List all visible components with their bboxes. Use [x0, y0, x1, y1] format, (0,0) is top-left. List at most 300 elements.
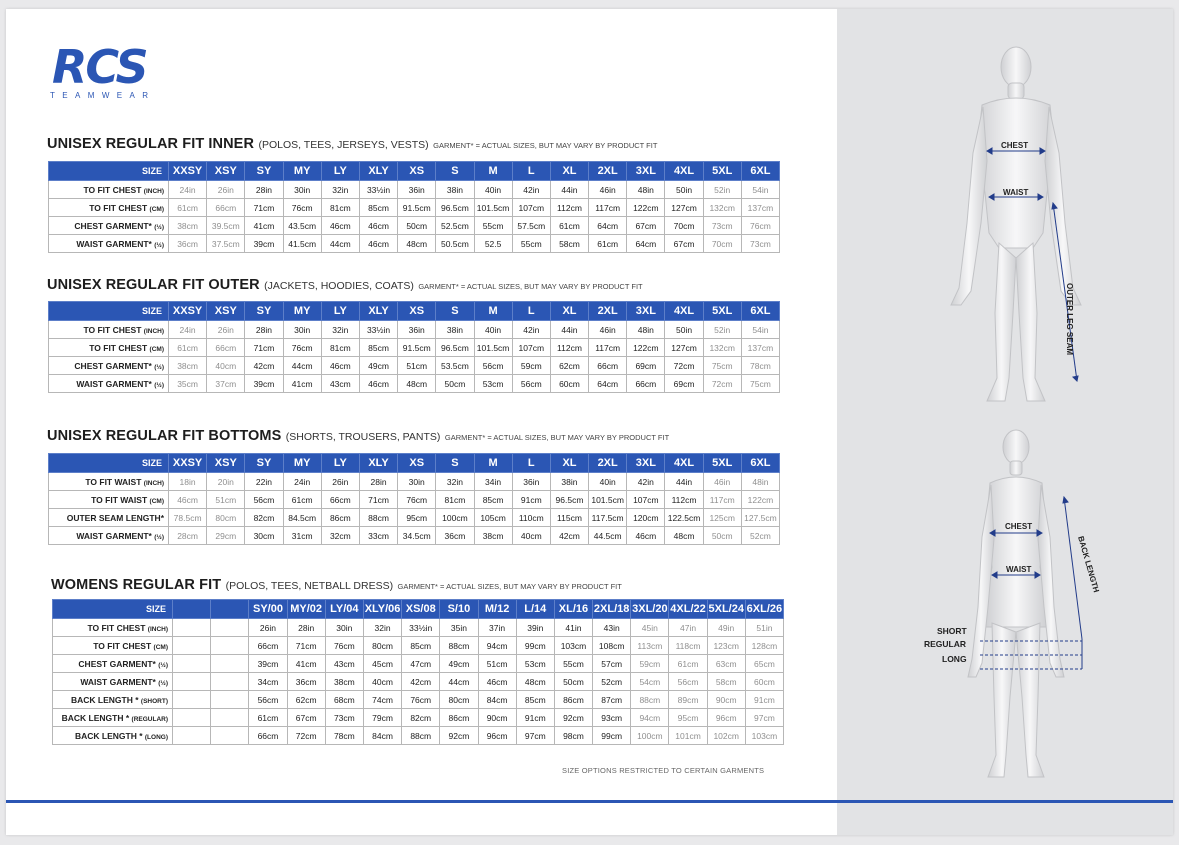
- size-cell: 47cm: [402, 655, 440, 673]
- size-cell: 35cm: [169, 375, 207, 393]
- size-cell: 47in: [669, 619, 707, 637]
- size-cell: 101.5cm: [474, 339, 512, 357]
- row-label: WAIST GARMENT* (½): [53, 673, 173, 691]
- size-header-label: SIZE: [49, 454, 169, 473]
- size-cell: 32in: [321, 321, 359, 339]
- size-header-cell: XS: [398, 454, 436, 473]
- size-header-cell: 6XL: [741, 454, 779, 473]
- size-cell: 94cm: [478, 637, 516, 655]
- size-row: [49, 491, 780, 509]
- size-cell: 87cm: [593, 691, 631, 709]
- size-cell: 97cm: [745, 709, 783, 727]
- size-cell: 41in: [554, 619, 592, 637]
- size-header-cell: MY: [283, 162, 321, 181]
- size-cell: 33cm: [359, 527, 397, 545]
- size-cell: 34in: [474, 473, 512, 491]
- size-cell: 67cm: [287, 709, 325, 727]
- size-header-cell: 4XL/22: [669, 600, 707, 619]
- size-cell: 132cm: [703, 339, 741, 357]
- row-label: TO FIT CHEST (INCH): [49, 321, 169, 339]
- size-cell: 44in: [550, 181, 588, 199]
- size-header-cell: [211, 600, 249, 619]
- size-header-cell: 3XL: [627, 454, 665, 473]
- size-cell: 48cm: [516, 673, 554, 691]
- size-header-cell: 2XL: [589, 302, 627, 321]
- size-cell: 52cm: [741, 527, 779, 545]
- size-header-row: [49, 162, 780, 181]
- size-cell: 69cm: [665, 375, 703, 393]
- size-cell: 74cm: [363, 691, 401, 709]
- size-cell: 39cm: [245, 235, 283, 253]
- size-cell: [173, 673, 211, 691]
- size-cell: 29cm: [207, 527, 245, 545]
- size-row: [49, 527, 780, 545]
- size-cell: 46cm: [359, 375, 397, 393]
- size-cell: 49in: [707, 619, 745, 637]
- size-cell: 52.5: [474, 235, 512, 253]
- size-header-cell: 4XL: [665, 302, 703, 321]
- size-cell: 71cm: [359, 491, 397, 509]
- size-cell: 86cm: [440, 709, 478, 727]
- size-cell: 122cm: [627, 199, 665, 217]
- back-regular-label: REGULAR: [924, 639, 967, 649]
- row-label: WAIST GARMENT* (½): [49, 235, 169, 253]
- size-header-cell: S: [436, 454, 474, 473]
- size-cell: 57cm: [593, 655, 631, 673]
- size-header-cell: SY/00: [249, 600, 287, 619]
- size-cell: 71cm: [245, 199, 283, 217]
- size-cell: 80cm: [207, 509, 245, 527]
- size-cell: 76cm: [283, 339, 321, 357]
- size-cell: 36in: [398, 181, 436, 199]
- size-cell: 66cm: [249, 637, 287, 655]
- size-cell: [173, 637, 211, 655]
- size-cell: [211, 727, 249, 745]
- size-cell: 101.5cm: [474, 199, 512, 217]
- size-cell: 42cm: [245, 357, 283, 375]
- size-cell: 86cm: [554, 691, 592, 709]
- size-header-cell: MY: [283, 302, 321, 321]
- size-cell: 56cm: [474, 357, 512, 375]
- size-cell: 88cm: [359, 509, 397, 527]
- size-cell: 33½in: [359, 321, 397, 339]
- size-guide-page: [6, 9, 1173, 835]
- size-cell: 49cm: [359, 357, 397, 375]
- size-header-cell: 6XL/26: [745, 600, 783, 619]
- size-cell: 76cm: [398, 491, 436, 509]
- size-header-cell: 5XL: [703, 302, 741, 321]
- size-header-cell: 5XL: [703, 162, 741, 181]
- size-cell: 40in: [474, 181, 512, 199]
- size-cell: 78.5cm: [169, 509, 207, 527]
- size-cell: 61cm: [169, 339, 207, 357]
- size-cell: 117cm: [703, 491, 741, 509]
- size-header-cell: [173, 600, 211, 619]
- size-cell: 42in: [627, 473, 665, 491]
- size-cell: 24in: [169, 321, 207, 339]
- size-cell: 132cm: [703, 199, 741, 217]
- size-cell: 90cm: [707, 691, 745, 709]
- size-cell: 42in: [512, 181, 550, 199]
- size-cell: 24in: [169, 181, 207, 199]
- size-row: [49, 339, 780, 357]
- size-cell: 45in: [631, 619, 669, 637]
- size-cell: 128cm: [745, 637, 783, 655]
- size-header-cell: XXSY: [169, 162, 207, 181]
- size-cell: 46cm: [627, 527, 665, 545]
- size-cell: 38in: [550, 473, 588, 491]
- size-row: [49, 321, 780, 339]
- size-header-cell: 4XL: [665, 454, 703, 473]
- size-cell: 22in: [245, 473, 283, 491]
- size-cell: 117cm: [589, 339, 627, 357]
- size-cell: 96.5cm: [436, 199, 474, 217]
- size-cell: 30in: [283, 181, 321, 199]
- size-cell: 57.5cm: [512, 217, 550, 235]
- size-header-cell: 2XL/18: [593, 600, 631, 619]
- size-cell: 30cm: [245, 527, 283, 545]
- size-cell: 40cm: [207, 357, 245, 375]
- size-cell: 72cm: [665, 357, 703, 375]
- size-cell: 39.5cm: [207, 217, 245, 235]
- size-header-cell: XLY: [359, 302, 397, 321]
- size-header-cell: MY: [283, 454, 321, 473]
- size-restriction-note: SIZE OPTIONS RESTRICTED TO CERTAIN GARMENTS: [562, 766, 765, 775]
- size-cell: 92cm: [440, 727, 478, 745]
- size-cell: 85cm: [474, 491, 512, 509]
- size-cell: 75cm: [703, 357, 741, 375]
- row-label: WAIST GARMENT* (½): [49, 527, 169, 545]
- size-header-cell: 2XL: [589, 162, 627, 181]
- size-header-cell: M: [474, 162, 512, 181]
- size-cell: 40cm: [363, 673, 401, 691]
- size-header-cell: SY: [245, 162, 283, 181]
- size-cell: 59cm: [631, 655, 669, 673]
- size-row: [53, 709, 784, 727]
- back-short-label: SHORT: [937, 626, 967, 636]
- size-cell: 48cm: [665, 527, 703, 545]
- size-row: [49, 509, 780, 527]
- size-cell: 52in: [703, 321, 741, 339]
- size-row: [53, 727, 784, 745]
- size-cell: 38cm: [169, 217, 207, 235]
- size-cell: 52.5cm: [436, 217, 474, 235]
- size-cell: 82cm: [402, 709, 440, 727]
- size-cell: 76cm: [325, 637, 363, 655]
- size-cell: 85cm: [516, 691, 554, 709]
- size-cell: 122cm: [627, 339, 665, 357]
- size-header-cell: XXSY: [169, 454, 207, 473]
- size-header-cell: S/10: [440, 600, 478, 619]
- size-cell: 112cm: [550, 199, 588, 217]
- size-cell: 46in: [703, 473, 741, 491]
- size-cell: 36cm: [287, 673, 325, 691]
- size-cell: 46in: [589, 181, 627, 199]
- size-cell: 30in: [325, 619, 363, 637]
- size-cell: 56cm: [249, 691, 287, 709]
- size-cell: 41.5cm: [283, 235, 321, 253]
- size-cell: 61cm: [283, 491, 321, 509]
- size-header-cell: LY: [321, 454, 359, 473]
- size-cell: 50cm: [554, 673, 592, 691]
- size-cell: 46cm: [359, 217, 397, 235]
- size-cell: 96.5cm: [436, 339, 474, 357]
- size-cell: 51cm: [207, 491, 245, 509]
- size-cell: 48cm: [398, 235, 436, 253]
- size-cell: 50.5cm: [436, 235, 474, 253]
- size-cell: 46cm: [359, 235, 397, 253]
- size-header-cell: M: [474, 302, 512, 321]
- row-label: BACK LENGTH * (SHORT): [53, 691, 173, 709]
- size-row: [49, 235, 780, 253]
- size-header-cell: XSY: [207, 302, 245, 321]
- bottom-rule: [6, 800, 1173, 803]
- size-cell: 61cm: [669, 655, 707, 673]
- size-cell: 102cm: [707, 727, 745, 745]
- size-cell: 117cm: [589, 199, 627, 217]
- size-header-cell: MY/02: [287, 600, 325, 619]
- size-cell: 55cm: [474, 217, 512, 235]
- size-cell: 28in: [245, 181, 283, 199]
- size-cell: 89cm: [669, 691, 707, 709]
- size-cell: 73cm: [741, 235, 779, 253]
- size-cell: 43cm: [321, 375, 359, 393]
- size-cell: 36in: [512, 473, 550, 491]
- size-cell: 43cm: [325, 655, 363, 673]
- size-cell: 60cm: [550, 375, 588, 393]
- size-cell: 45cm: [363, 655, 401, 673]
- size-cell: 41cm: [283, 375, 321, 393]
- size-header-cell: XLY: [359, 454, 397, 473]
- size-cell: 32in: [363, 619, 401, 637]
- size-cell: 80cm: [363, 637, 401, 655]
- size-cell: 38in: [436, 181, 474, 199]
- size-cell: [211, 691, 249, 709]
- size-cell: 56cm: [245, 491, 283, 509]
- size-cell: 113cm: [631, 637, 669, 655]
- size-cell: 125cm: [703, 509, 741, 527]
- size-header-cell: S: [436, 162, 474, 181]
- size-cell: 49cm: [440, 655, 478, 673]
- size-header-label: SIZE: [53, 600, 173, 619]
- size-header-cell: L/14: [516, 600, 554, 619]
- size-cell: 93cm: [593, 709, 631, 727]
- size-cell: 64cm: [589, 375, 627, 393]
- size-cell: 70cm: [665, 217, 703, 235]
- size-cell: 85cm: [359, 199, 397, 217]
- size-cell: 34.5cm: [398, 527, 436, 545]
- size-cell: 107cm: [512, 199, 550, 217]
- size-cell: [173, 619, 211, 637]
- size-header-cell: XS: [398, 302, 436, 321]
- size-cell: [173, 709, 211, 727]
- size-cell: 56cm: [669, 673, 707, 691]
- size-cell: 120cm: [627, 509, 665, 527]
- size-cell: 56cm: [512, 375, 550, 393]
- size-cell: 51cm: [398, 357, 436, 375]
- size-cell: 37.5cm: [207, 235, 245, 253]
- size-table-womens: [52, 599, 784, 745]
- size-cell: 73cm: [325, 709, 363, 727]
- size-cell: 81cm: [321, 199, 359, 217]
- size-cell: 53.5cm: [436, 357, 474, 375]
- size-header-cell: S: [436, 302, 474, 321]
- size-header-cell: SY: [245, 302, 283, 321]
- size-cell: 31cm: [283, 527, 321, 545]
- size-cell: 122cm: [741, 491, 779, 509]
- size-header-cell: M: [474, 454, 512, 473]
- size-row: [53, 673, 784, 691]
- size-cell: 91.5cm: [398, 199, 436, 217]
- size-cell: 52cm: [593, 673, 631, 691]
- size-cell: 28cm: [169, 527, 207, 545]
- size-cell: 26in: [321, 473, 359, 491]
- size-header-cell: L: [512, 454, 550, 473]
- size-cell: 46cm: [321, 217, 359, 235]
- size-header-cell: XLY: [359, 162, 397, 181]
- male-leg-label: OUTER LEG SEAM: [1065, 283, 1074, 356]
- size-cell: 40cm: [512, 527, 550, 545]
- size-header-cell: 4XL: [665, 162, 703, 181]
- size-header-cell: LY: [321, 302, 359, 321]
- size-cell: 66cm: [627, 375, 665, 393]
- size-cell: 88cm: [440, 637, 478, 655]
- size-cell: 62cm: [550, 357, 588, 375]
- row-label: TO FIT WAIST (INCH): [49, 473, 169, 491]
- size-cell: 105cm: [474, 509, 512, 527]
- size-row: [53, 691, 784, 709]
- size-cell: 34cm: [249, 673, 287, 691]
- size-cell: 91cm: [516, 709, 554, 727]
- size-cell: 42cm: [402, 673, 440, 691]
- size-cell: 127.5cm: [741, 509, 779, 527]
- section-title-inner: UNISEX REGULAR FIT INNER (POLOS, TEES, JERSEYS, VESTS) GARMENT* = ACTUAL SIZES, BUT MAY VARY BY PRODUCT FIT: [47, 136, 658, 152]
- size-table-bottoms: [48, 453, 780, 545]
- size-cell: 65cm: [745, 655, 783, 673]
- size-cell: 84cm: [363, 727, 401, 745]
- size-cell: 42cm: [550, 527, 588, 545]
- size-cell: 39in: [516, 619, 554, 637]
- size-cell: 32cm: [321, 527, 359, 545]
- size-cell: 98cm: [554, 727, 592, 745]
- size-cell: 38in: [436, 321, 474, 339]
- size-cell: 71cm: [287, 637, 325, 655]
- size-cell: 53cm: [516, 655, 554, 673]
- size-cell: 64cm: [627, 235, 665, 253]
- row-label: BACK LENGTH * (REGULAR): [53, 709, 173, 727]
- size-cell: 78cm: [741, 357, 779, 375]
- size-cell: 48cm: [398, 375, 436, 393]
- size-cell: 46cm: [169, 491, 207, 509]
- size-cell: 90cm: [478, 709, 516, 727]
- size-cell: 76cm: [741, 217, 779, 235]
- size-cell: 80cm: [440, 691, 478, 709]
- size-row: [49, 375, 780, 393]
- size-header-cell: XSY: [207, 454, 245, 473]
- size-cell: 44in: [550, 321, 588, 339]
- size-cell: 73cm: [703, 217, 741, 235]
- size-cell: 52in: [703, 181, 741, 199]
- size-cell: 107cm: [512, 339, 550, 357]
- size-cell: 88cm: [402, 727, 440, 745]
- size-cell: 66cm: [249, 727, 287, 745]
- row-label: TO FIT CHEST (INCH): [49, 181, 169, 199]
- size-cell: [173, 727, 211, 745]
- size-cell: 67cm: [665, 235, 703, 253]
- size-header-cell: XS/08: [402, 600, 440, 619]
- male-figure: [937, 43, 1097, 409]
- size-cell: 54in: [741, 181, 779, 199]
- size-cell: 66cm: [321, 491, 359, 509]
- row-label: OUTER SEAM LENGTH*: [49, 509, 169, 527]
- size-cell: 110cm: [512, 509, 550, 527]
- size-row: [49, 199, 780, 217]
- size-cell: 69cm: [627, 357, 665, 375]
- size-cell: [211, 673, 249, 691]
- size-cell: 123cm: [707, 637, 745, 655]
- size-row: [53, 637, 784, 655]
- size-cell: 44cm: [440, 673, 478, 691]
- size-cell: 51in: [745, 619, 783, 637]
- male-waist-label: WAIST: [1003, 188, 1029, 197]
- size-cell: 44in: [665, 473, 703, 491]
- size-cell: 41cm: [287, 655, 325, 673]
- size-cell: 50in: [665, 181, 703, 199]
- size-cell: 84.5cm: [283, 509, 321, 527]
- size-row: [49, 181, 780, 199]
- size-cell: 82cm: [245, 509, 283, 527]
- size-cell: 86cm: [321, 509, 359, 527]
- size-cell: 60cm: [745, 673, 783, 691]
- size-header-cell: L: [512, 162, 550, 181]
- size-header-cell: 6XL: [741, 162, 779, 181]
- row-label: TO FIT CHEST (CM): [49, 199, 169, 217]
- row-label: TO FIT CHEST (CM): [53, 637, 173, 655]
- size-cell: 46cm: [321, 357, 359, 375]
- size-cell: 72cm: [703, 375, 741, 393]
- size-cell: 85cm: [359, 339, 397, 357]
- size-cell: 38cm: [325, 673, 363, 691]
- row-label: CHEST GARMENT* (½): [53, 655, 173, 673]
- size-cell: 33½in: [359, 181, 397, 199]
- size-cell: 53cm: [474, 375, 512, 393]
- size-cell: 46in: [589, 321, 627, 339]
- row-label: CHEST GARMENT* (½): [49, 217, 169, 235]
- size-cell: 70cm: [703, 235, 741, 253]
- size-cell: 99cm: [593, 727, 631, 745]
- size-cell: 44cm: [321, 235, 359, 253]
- size-cell: 50in: [665, 321, 703, 339]
- size-header-cell: 3XL: [627, 302, 665, 321]
- size-cell: 32in: [321, 181, 359, 199]
- size-row: [49, 473, 780, 491]
- size-cell: 63cm: [707, 655, 745, 673]
- size-cell: 97cm: [516, 727, 554, 745]
- size-cell: 46cm: [478, 673, 516, 691]
- size-cell: 100cm: [436, 509, 474, 527]
- size-cell: 48in: [627, 321, 665, 339]
- size-cell: [211, 655, 249, 673]
- size-cell: 64cm: [589, 217, 627, 235]
- size-cell: 91.5cm: [398, 339, 436, 357]
- size-header-cell: 5XL: [703, 454, 741, 473]
- size-cell: 127cm: [665, 339, 703, 357]
- size-cell: 91cm: [512, 491, 550, 509]
- size-cell: 26in: [207, 181, 245, 199]
- size-cell: 36in: [398, 321, 436, 339]
- size-header-cell: 3XL/20: [631, 600, 669, 619]
- size-row: [53, 655, 784, 673]
